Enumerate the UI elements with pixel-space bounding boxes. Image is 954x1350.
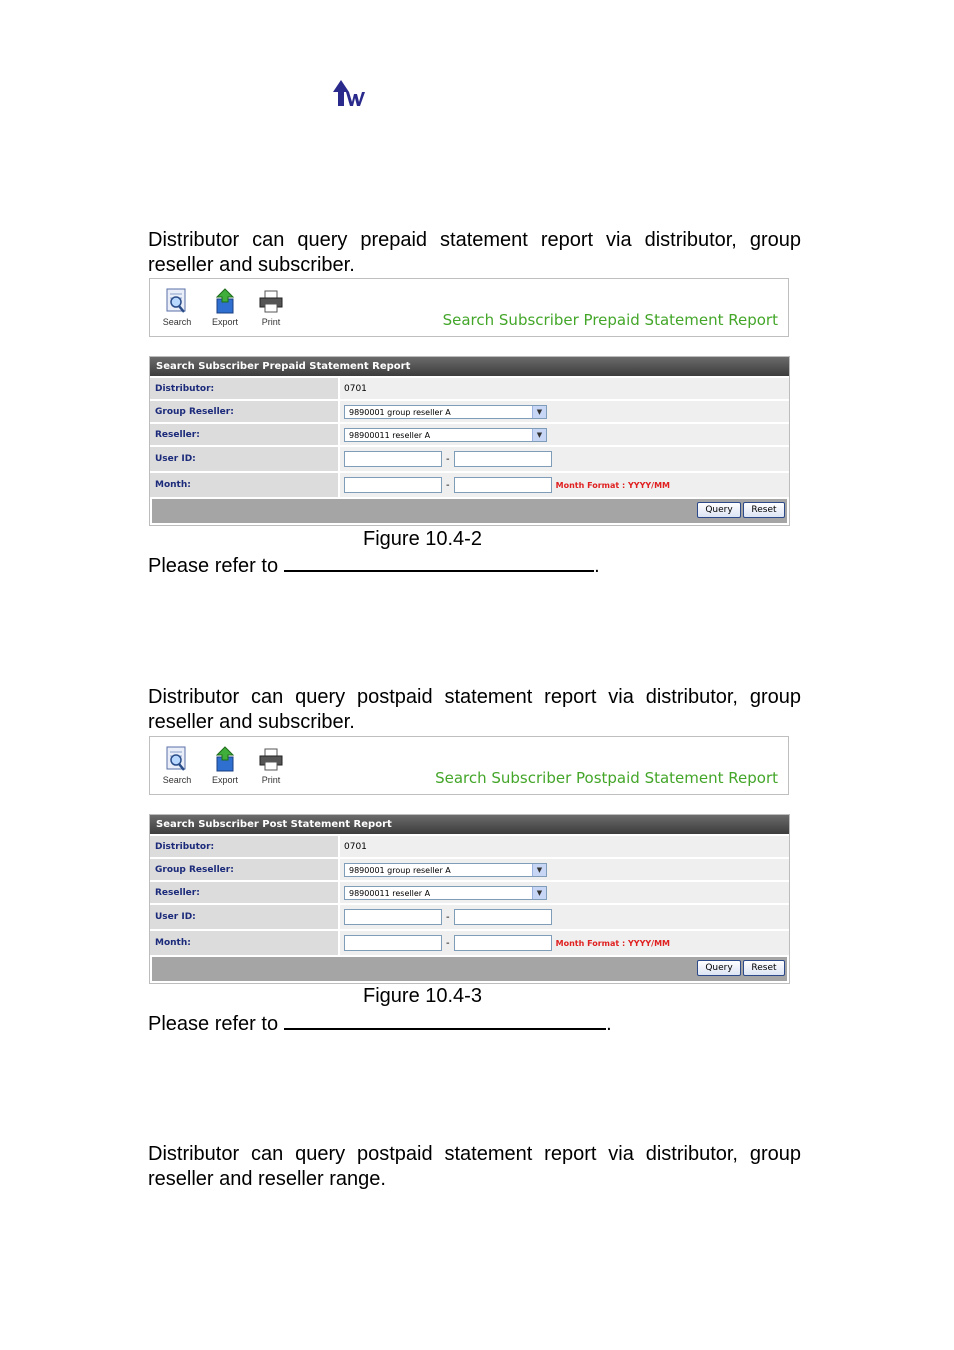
month-from-input[interactable] <box>344 477 442 493</box>
reference-link-blank <box>284 1010 606 1030</box>
reference-link-blank <box>284 552 594 572</box>
toolbar-prepaid <box>149 278 789 337</box>
user-id-to-input[interactable] <box>454 909 552 925</box>
month-to-input[interactable] <box>454 477 552 493</box>
reseller-label: Reseller: <box>150 882 338 903</box>
user-id-from-input[interactable] <box>344 451 442 467</box>
figure-caption: Figure 10.4-3 <box>363 985 482 1007</box>
panel-title: Search Subscriber Prepaid Statement Report <box>150 357 789 376</box>
panel-title: Search Subscriber Post Statement Report <box>150 815 789 834</box>
reseller-select[interactable]: 98900011 reseller A ▼ <box>344 428 547 442</box>
row-month: Month: - Month Format : YYYY/MM <box>150 471 789 497</box>
print-icon <box>258 745 284 773</box>
refer-line: Please refer to . <box>148 1010 612 1036</box>
row-distributor <box>150 834 789 857</box>
search-form-prepaid <box>149 356 790 526</box>
reseller-select[interactable]: 98900011 reseller A ▼ <box>344 886 547 900</box>
print-tool-button[interactable]: Print <box>251 287 291 327</box>
search-icon <box>164 287 190 315</box>
month-label: Month: <box>150 473 338 497</box>
user-id-from-input[interactable] <box>344 909 442 925</box>
toolbar-title: Search Subscriber Postpaid Statement Report <box>435 769 778 787</box>
distributor-value: 0701 <box>340 378 789 399</box>
print-tool-button[interactable]: Print <box>251 745 291 785</box>
export-tool-button[interactable]: Export <box>205 287 245 327</box>
month-label: Month: <box>150 931 338 955</box>
export-icon <box>212 745 238 773</box>
group-reseller-label: Group Reseller: <box>150 859 338 880</box>
reset-button[interactable]: Reset <box>743 502 785 518</box>
reseller-label: Reseller: <box>150 424 338 445</box>
user-id-to-input[interactable] <box>454 451 552 467</box>
month-format-hint: Month Format : YYYY/MM <box>555 938 670 948</box>
user-id-label: User ID: <box>150 447 338 471</box>
panel-footer <box>152 499 787 523</box>
user-id-label: User ID: <box>150 905 338 929</box>
export-icon <box>212 287 238 315</box>
print-icon <box>258 287 284 315</box>
panel-footer <box>152 957 787 981</box>
paragraph-postpaid-range: Distributor can query postpaid statement report via distributor, group reseller and reseller range. <box>148 1143 801 1190</box>
search-tool-button[interactable]: Search <box>157 287 197 327</box>
search-tool-button[interactable]: Search <box>157 745 197 785</box>
distributor-label: Distributor: <box>150 378 338 399</box>
search-icon <box>164 745 190 773</box>
toolbar-postpaid <box>149 736 789 795</box>
distributor-label: Distributor: <box>150 836 338 857</box>
row-reseller <box>150 880 789 903</box>
distributor-value: 0701 <box>340 836 789 857</box>
row-group-reseller <box>150 399 789 422</box>
row-user-id: User ID: - <box>150 445 789 471</box>
group-reseller-label: Group Reseller: <box>150 401 338 422</box>
paragraph-postpaid: Distributor can query postpaid statement report via distributor, group reseller and subscriber. <box>148 686 801 733</box>
month-format-hint: Month Format : YYYY/MM <box>555 480 670 490</box>
figure-caption: Figure 10.4-2 <box>363 528 482 550</box>
refer-line: Please refer to . <box>148 552 600 578</box>
month-to-input[interactable] <box>454 935 552 951</box>
reset-button[interactable]: Reset <box>743 960 785 976</box>
company-logo-icon <box>331 78 367 108</box>
chevron-down-icon: ▼ <box>532 406 546 418</box>
paragraph-prepaid: Distributor can query prepaid statement report via distributor, group reseller and subscriber. <box>148 229 801 276</box>
row-month: Month: - Month Format : YYYY/MM <box>150 929 789 955</box>
month-from-input[interactable] <box>344 935 442 951</box>
chevron-down-icon: ▼ <box>532 864 546 876</box>
chevron-down-icon: ▼ <box>532 429 546 441</box>
query-button[interactable]: Query <box>697 960 741 976</box>
row-group-reseller <box>150 857 789 880</box>
search-form-postpaid <box>149 814 790 984</box>
toolbar-title: Search Subscriber Prepaid Statement Report <box>442 311 778 329</box>
query-button[interactable]: Query <box>697 502 741 518</box>
row-distributor <box>150 376 789 399</box>
row-user-id: User ID: - <box>150 903 789 929</box>
chevron-down-icon: ▼ <box>532 887 546 899</box>
export-tool-button[interactable]: Export <box>205 745 245 785</box>
row-reseller <box>150 422 789 445</box>
group-reseller-select[interactable]: 9890001 group reseller A ▼ <box>344 405 547 419</box>
group-reseller-select[interactable]: 9890001 group reseller A ▼ <box>344 863 547 877</box>
